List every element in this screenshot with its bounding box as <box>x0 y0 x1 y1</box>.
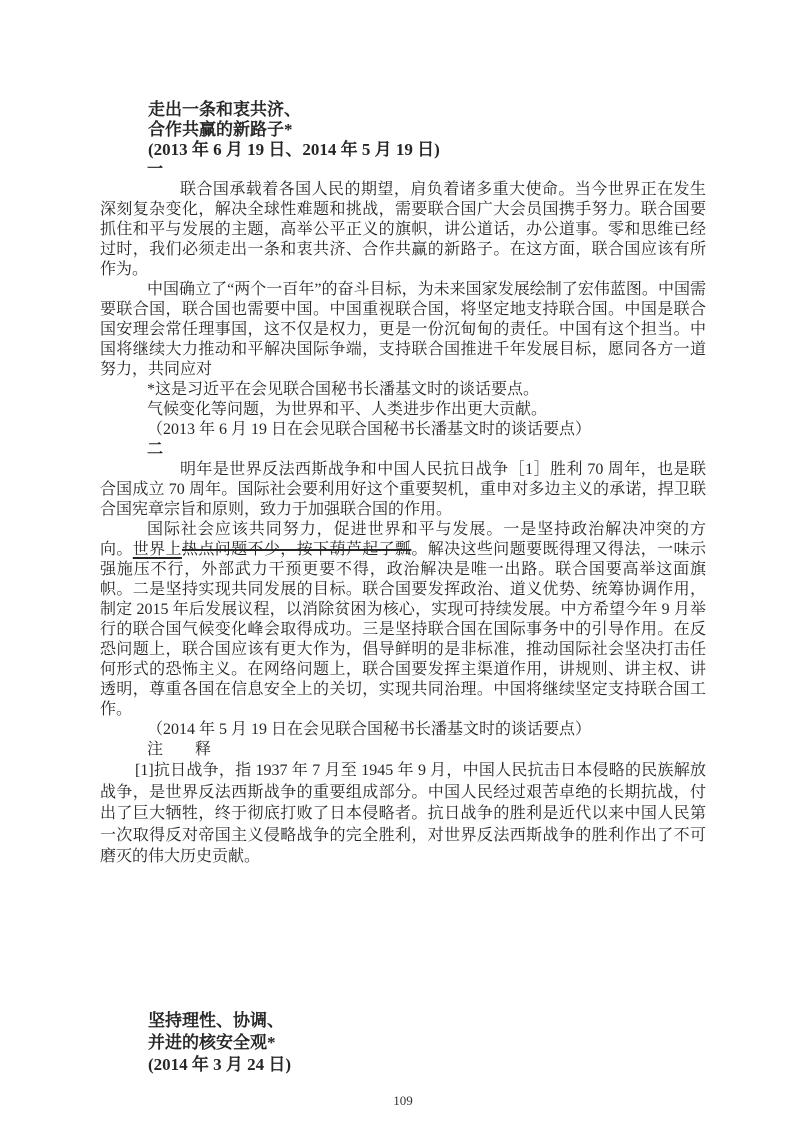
next-chapter-date: (2014 年 3 月 24 日) <box>148 1054 292 1074</box>
text-segment-before: 国际社会应该共同努力，促进世界和平与发展。一是坚持政治解决冲突的方向。 <box>100 521 706 558</box>
underlined-text: 世界上 <box>132 541 182 558</box>
page-number: 109 <box>393 1092 413 1108</box>
paragraph-china-un: 中国确立了“两个一百年”的奋斗目标，为未来国家发展绘制了宏伟蓝图。中国需要联合国，联合国也需要中国。中国重视联合国，将坚定地支持联合国。中国是联合国安理会常任理事国，这不仅是权力，更是一份沉甸甸的责任。中国有这个担当。中国将继续大力推动和平解决国际争端，支持联合国推进千年发展目标，愿同各方一道努力，共同应对 <box>100 281 706 378</box>
next-chapter-title-line-1: 坚持理性、协调、 <box>148 1010 284 1030</box>
attribution-2014: （2014 年 5 月 19 日在会见联合国秘书长潘基文时的谈话要点） <box>147 721 592 738</box>
notes-header: 注 释 <box>147 741 212 758</box>
note-1: [1]抗日战争，指 1937 年 7 月至 1945 年 9 月，中国人民抗击日本侵略的民族解放战争，是世界反法西斯战争的重要组成部分。中国人民经过艰苦卓绝的长期抗战，付出了巨大牺牲，终于彻底打败了日本侵略者。抗日战争的胜利是近代以来中国人民第一次取得反对帝国主义侵略战争的完全胜利，对世界反法西斯战争的胜利作出了不可磨灭的伟大历史贡献。 <box>100 762 706 865</box>
chapter-title-line-1: 走出一条和衷共济、 <box>148 100 301 119</box>
next-chapter-title <box>148 1010 706 1076</box>
chapter-title-line-2: 合作共赢的新路子* <box>148 120 293 139</box>
chapter-title <box>148 100 706 160</box>
struck-text: 热点问题不少，按下葫芦起了瓢 <box>181 541 412 558</box>
chapter-date: (2013 年 6 月 19 日、2014 年 5 月 19 日) <box>148 140 440 159</box>
next-chapter-title-line-2: 并进的核安全观* <box>148 1032 276 1052</box>
paragraph-continuation-climate: 气候变化等问题，为世界和平、人类进步作出更大贡献。 <box>147 401 548 418</box>
section-marker-two: 二 <box>147 441 164 458</box>
footnote-source-line: *这是习近平在会见联合国秘书长潘基文时的谈话要点。 <box>147 381 540 398</box>
attribution-2013: （2013 年 6 月 19 日在会见联合国秘书长潘基文时的谈话要点） <box>147 421 592 438</box>
paragraph-un-mission: 联合国承载着各国人民的期望，肩负着诸多重大使命。当今世界正在发生深刻复杂变化，解决全球性难题和挑战，需要联合国广大会员国携手努力。联合国要抓住和平与发展的主题，高举公平正义的旗帜，讲公道话，办公道事。零和思维已经过时，我们必须走出一条和衷共济、合作共赢的新路子。在这方面，联合国应该有所作为。 <box>100 181 706 278</box>
text-segment-after: 。解决这些问题要既得理又得法，一味示强施压不行，外部武力干预更要不得，政治解决是唯一出路。联合国要高举这面旗帜。二是坚持实现共同发展的目标。联合国要发挥政治、道义优势、统筹协调作用，制定 2015 年后发展议程，以消除贫困为核心，实现可持续发展。中方希望今年 9 月举行的联合国气候变化峰会取得成功。三是坚持联合国在国际事务中的引导作用。在反恐问题上，联合国应该有更大作为，倡导鲜明的是非标准，推动国际社会坚决打击任何形式的恐怖主义。在网络问题上，联合国要发挥主渠道作用，讲规则、讲主权、讲透明，尊重各国在信息安全上的关切，实现共同治理。中国将继续坚定支持联合国工作。 <box>100 541 706 718</box>
section-marker-one: 一 <box>147 161 164 178</box>
paragraph-international-efforts <box>100 520 706 720</box>
paragraph-anniversary: 明年是世界反法西斯战争和中国人民抗日战争［1］胜利 70 周年，也是联合国成立 70 周年。国际社会要利用好这个重要契机，重申对多边主义的承诺，捍卫联合国宪章宗旨和原则，致力于加强联合国的作用。 <box>100 461 706 518</box>
